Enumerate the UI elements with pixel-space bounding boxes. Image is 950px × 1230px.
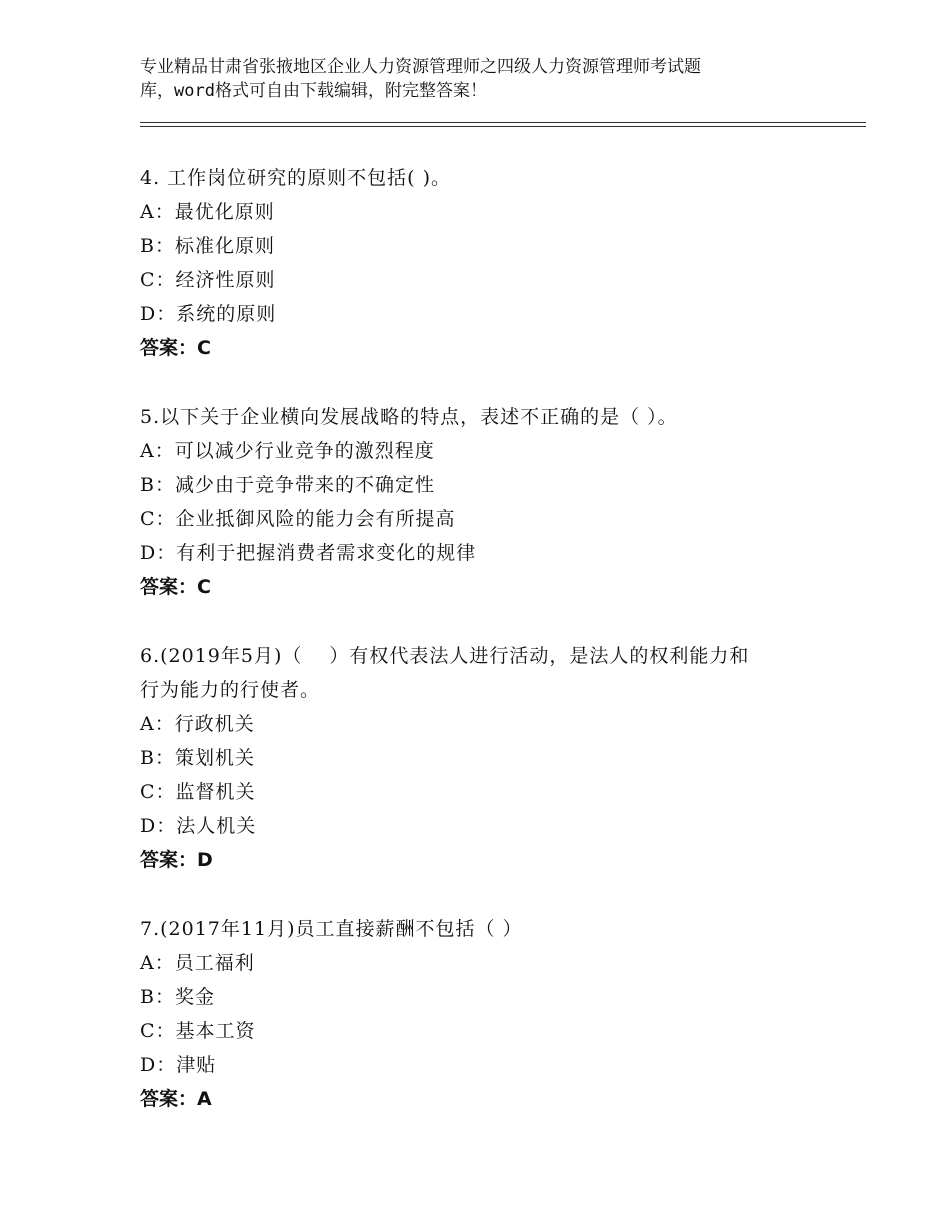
document-header <box>140 55 840 103</box>
option-a: A：员工福利 <box>140 952 255 974</box>
question-stem-line-1: 6.(2019年5月)（ ）有权代表法人进行活动，是法人的权利能力和 <box>140 645 750 667</box>
header-divider-bottom <box>140 126 866 127</box>
option-a: A：最优化原则 <box>140 201 275 223</box>
question-4 <box>140 161 840 365</box>
question-stem: 4. 工作岗位研究的原则不包括( )。 <box>140 167 452 189</box>
option-c: C：企业抵御风险的能力会有所提高 <box>140 508 456 530</box>
option-b: B：减少由于竞争带来的不确定性 <box>140 474 435 496</box>
option-a: A：行政机关 <box>140 713 255 735</box>
option-b: B：奖金 <box>140 986 215 1008</box>
question-stem-line-2: 行为能力的行使者。 <box>140 679 321 701</box>
option-d: D：津贴 <box>140 1054 217 1076</box>
option-b: B：标准化原则 <box>140 235 275 257</box>
answer: 答案：C <box>140 337 211 359</box>
option-b: B：策划机关 <box>140 747 255 769</box>
option-d: D：法人机关 <box>140 815 257 837</box>
option-c: C：基本工资 <box>140 1020 256 1042</box>
question-6 <box>140 639 840 877</box>
option-d: D：系统的原则 <box>140 303 277 325</box>
option-d: D：有利于把握消费者需求变化的规律 <box>140 542 477 564</box>
option-a: A：可以减少行业竞争的激烈程度 <box>140 440 435 462</box>
answer: 答案：D <box>140 849 213 871</box>
header-divider-top <box>140 122 866 123</box>
question-5 <box>140 400 840 604</box>
header-line-2: 库，word格式可自由下载编辑，附完整答案！ <box>140 81 487 101</box>
answer: 答案：A <box>140 1088 212 1110</box>
question-stem: 5.以下关于企业横向发展战略的特点，表述不正确的是（ ）。 <box>140 406 678 428</box>
option-c: C：经济性原则 <box>140 269 276 291</box>
option-c: C：监督机关 <box>140 781 256 803</box>
header-line-1: 专业精品甘肃省张掖地区企业人力资源管理师之四级人力资源管理师考试题 <box>140 57 701 77</box>
question-stem: 7.(2017年11月)员工直接薪酬不包括（ ） <box>140 918 523 940</box>
answer: 答案：C <box>140 576 211 598</box>
question-7 <box>140 912 840 1116</box>
